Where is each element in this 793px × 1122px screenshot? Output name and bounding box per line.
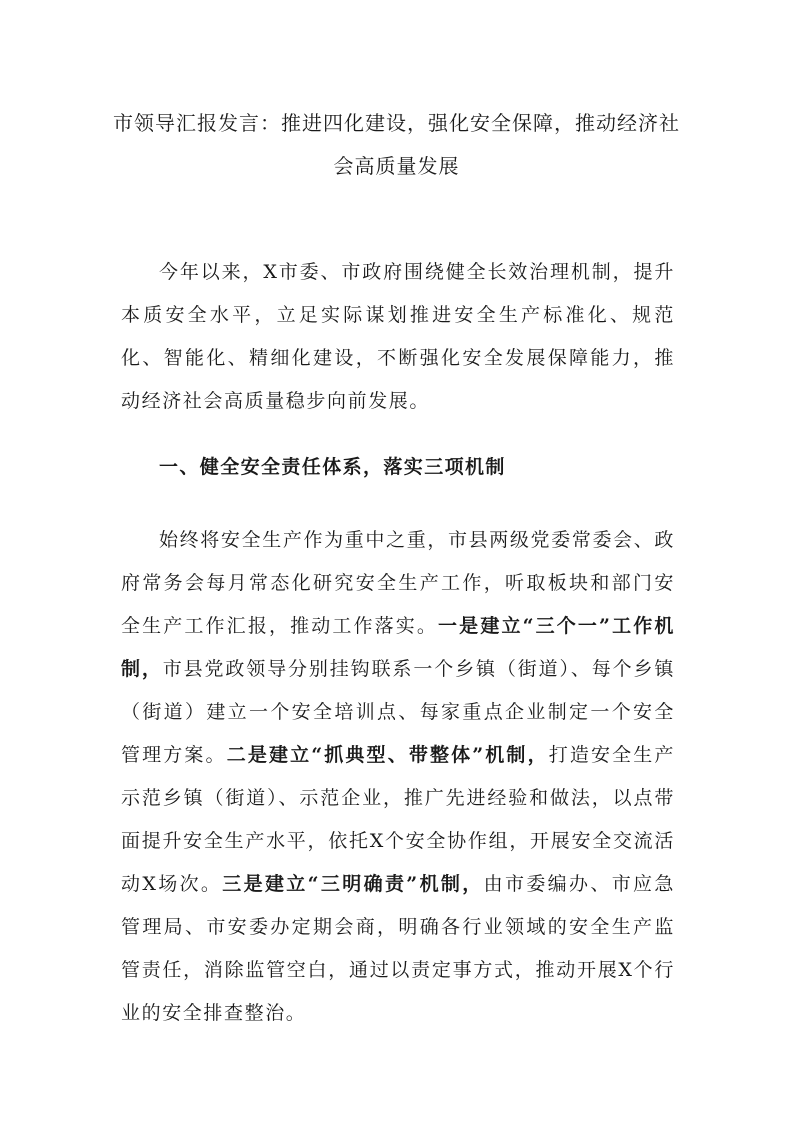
document-title: 市领导汇报发言：推进四化建设，强化安全保障，推动经济社会高质量发展 bbox=[113, 111, 680, 178]
item-one-text: 市县党政领导分别挂钩联系一个乡镇（街道）、每个乡镇（街道）建立一个安全培训点、每家重点企业制定一个安全管理方案。 bbox=[121, 658, 675, 766]
section-lead-text: 始终将安全生产作为重中之重，市县两级党委常委会、政府常务会每月常态化研究安全生产工作，听取板块和部门安全生产工作汇报，推动工作落实。 bbox=[121, 529, 675, 637]
item-one-bold: 一是建立“三个一”工作机制， bbox=[121, 615, 675, 680]
section-heading: 一、健全安全责任体系，落实三项机制 bbox=[159, 456, 506, 478]
item-two-text: 打造安全生产示范乡镇（街道）、示范企业，推广先进经验和做法，以点带面提升安全生产水平，依托X个安全协作组，开展安全交流活动X场次。 bbox=[121, 744, 675, 895]
item-three-text: 由市委编办、市应急管理局、市安委办定期会商，明确各行业领域的安全生产监管责任，消除监管空白，通过以责定事方式，推动开展X个行业的安全排查整治。 bbox=[121, 873, 675, 1024]
intro-paragraph: 今年以来，X市委、市政府围绕健全长效治理机制，提升本质安全水平，立足实际谋划推进安全生产标准化、规范化、智能化、精细化建设，不断强化安全发展保障能力，推动经济社会高质量稳步向前发展。 bbox=[121, 261, 675, 412]
section-body-paragraph bbox=[121, 519, 675, 1035]
item-three-bold: 三是建立“三明确责”机制， bbox=[222, 873, 484, 895]
item-two-bold: 二是建立“抓典型、带整体”机制， bbox=[226, 744, 549, 766]
